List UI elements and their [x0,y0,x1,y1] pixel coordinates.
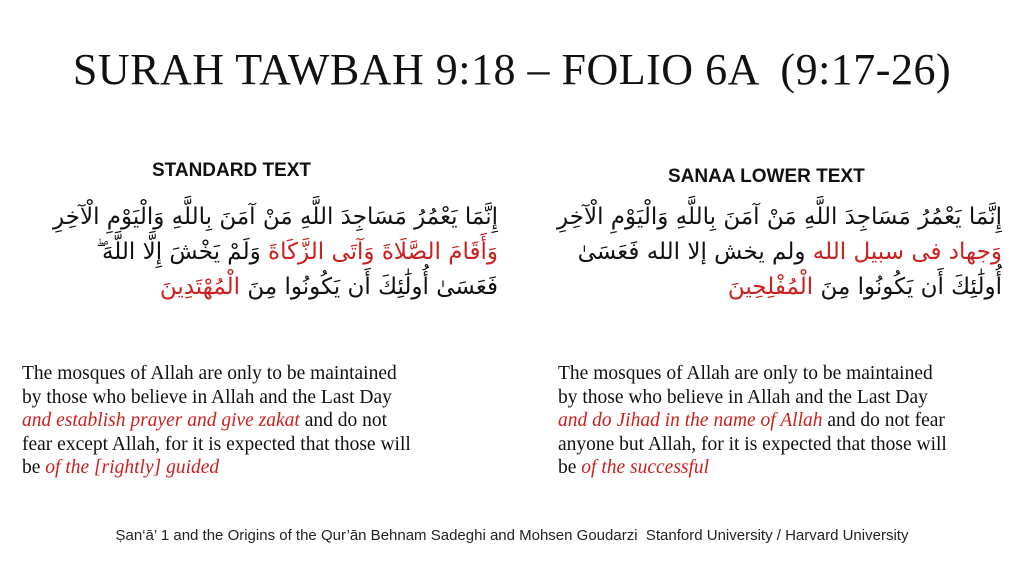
slide-title: SURAH TAWBAH 9:18 – FOLIO 6A (9:17-26) [72,45,952,94]
citation-footer: Ṣan‘ā’ 1 and the Origins of the Qur’ān Behnam Sadeghi and Mohsen Goudarzi Stanford University / Harvard University [115,527,909,544]
standard-arabic-line-2 [18,235,498,270]
sanaa-arabic-line-3 [540,270,1002,305]
standard-english-line-3 [22,409,492,433]
standard-english-line-5-highlight: of the [rightly] guided [45,457,220,478]
sanaa-english-line-5 [558,456,1018,480]
standard-english-line-1: The mosques of Allah are only to be maintained [22,363,397,384]
standard-text-heading: STANDARD TEXT [152,160,312,181]
sanaa-english-translation [558,362,1018,480]
standard-english-line-2: by those who believe in Allah and the Last Day [22,386,392,408]
sanaa-text-heading: SANAA LOWER TEXT [668,166,865,187]
sanaa-arabic-line-2 [540,235,1002,270]
standard-english-line-4: fear except Allah, for it is expected that those will [22,433,411,455]
standard-arabic-verse [18,200,498,305]
sanaa-english-line-5-start: be [558,457,582,478]
standard-arabic-line-3-start: فَعَسَىٰ أُولَٰئِكَ أَن يَكُونُوا مِنَ [240,274,498,300]
sanaa-arabic-verse [540,200,1002,305]
sanaa-english-line-1: The mosques of Allah are only to be maintained [558,363,933,384]
standard-english-line-5-start: be [22,457,46,478]
sanaa-english-line-3-highlight: and do Jihad in the name of Allah [558,410,823,431]
standard-english-line-3-rest: and do not [299,410,388,431]
sanaa-english-line-3 [558,409,1018,433]
standard-arabic-line-1: إِنَّمَا يَعْمُرُ مَسَاجِدَ اللَّهِ مَنْ آمَنَ بِاللَّهِ وَالْيَوْمِ الْآخِرِ [53,204,498,230]
standard-arabic-line-2-rest: وَلَمْ يَخْشَ إِلَّا اللَّهَ ۖ [96,239,269,265]
sanaa-arabic-line-1: إِنَّمَا يَعْمُرُ مَسَاجِدَ اللَّهِ مَنْ آمَنَ بِاللَّهِ وَالْيَوْمِ الْآخِرِ [557,204,1002,230]
standard-english-line-5 [22,456,492,480]
standard-english-translation [22,362,492,480]
standard-arabic-line-3-highlight: الْمُهْتَدِينَ [159,274,241,300]
standard-arabic-line-3 [18,270,498,305]
sanaa-arabic-line-3-start: أُولَٰئِكَ أَن يَكُونُوا مِنَ [813,274,1002,300]
sanaa-english-line-2: by those who believe in Allah and the Last Day [558,386,928,408]
sanaa-arabic-line-2-highlight: وَجهاد فى سبيل الله [812,239,1002,265]
standard-arabic-line-2-highlight: وَأَقَامَ الصَّلَاةَ وَآتَى الزَّكَاةَ [268,239,498,265]
sanaa-english-line-5-highlight: of the successful [581,457,710,478]
sanaa-english-line-3-rest: and do not fear [822,410,945,431]
sanaa-english-line-4: anyone but Allah, for it is expected that those will [558,433,947,455]
sanaa-arabic-line-3-highlight: الْمُفْلِحِينَ [727,274,814,300]
sanaa-arabic-line-2-rest: ولم يخش إلا الله فَعَسَىٰ [577,239,813,265]
standard-english-line-3-highlight: and establish prayer and give zakat [22,410,300,431]
